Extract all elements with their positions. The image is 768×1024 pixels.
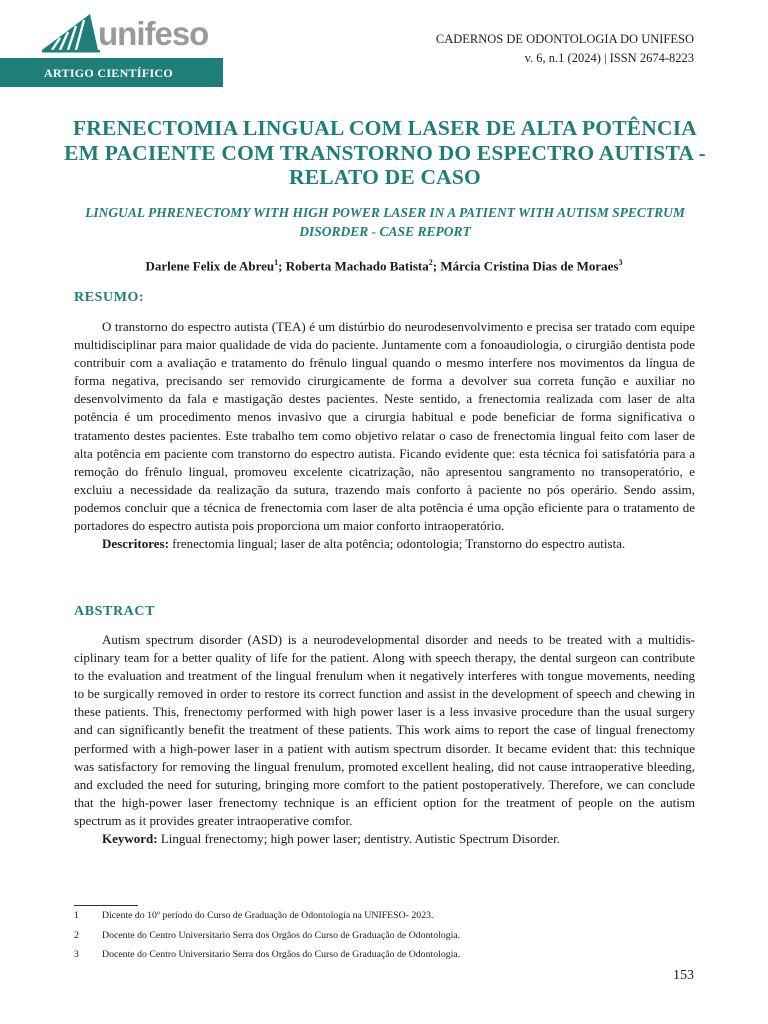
resumo-paragraph: O transtorno do espectro autista (TEA) é um distúrbio do neurodesenvolvimento e precisa ser tratado com equipe multidisciplinar para maior qualidade de vida do paciente. Juntamente com a fonoaudiologia, o cirurgião dentista pode contribuir com a avaliação e tratamento do frênulo lingual quando o mesmo interfere nos movimentos da língua de forma negativa, precisando ser removido cirurgicamente de forma a devolver sua correta função e auxiliar no desenvolvimento da fala e mastigação destes pacientes. Neste sentido, a frenectomia realizada com laser de alta potência é um procedimento menos invasivo que a cirurgia habitual e pode beneficiar de forma significativa o tratamento destes pacientes. Este trabalho tem como objetivo relatar o caso de frenectomia lingual feito com laser de alta potência em paciente com transtorno do espectro autista. Ficando evidente que: esta técnica foi satisfatória para a remoção do frênulo lingual, promoveu excelente cicatrização, não apresentou sangramento no transoperatório, e excluiu a necessidade da realização da sutura, trazendo mais conforto à paciente no pós operário. Sendo assim, podemos concluir que a técnica de frenectomia com laser de alta potência é uma opção eficiente para o tratamento de portadores do espectro autista pois proporciona um maior conforto intraoperatório. <box>74 319 695 534</box>
journal-issue: v. 6, n.1 (2024) | ISSN 2674-8223 <box>524 51 694 65</box>
author-name: Márcia Cristina Dias de Moraes <box>440 258 619 274</box>
author-name: Darlene Felix de Abreu <box>145 258 275 274</box>
section-banner <box>0 58 223 87</box>
abstract-heading: ABSTRACT <box>74 604 156 619</box>
author-separator: ; <box>278 258 286 274</box>
footnote-number: 2 <box>74 929 79 941</box>
page-number: 153 <box>673 968 694 983</box>
resumo-heading: RESUMO: <box>74 290 145 305</box>
footnote <box>74 926 695 946</box>
section-label: ARTIGO CIENTÍFICO <box>44 66 174 80</box>
abstract-keywords <box>74 830 695 848</box>
footnote <box>74 945 695 965</box>
footnote <box>74 906 695 926</box>
article-title: FRENECTOMIA LINGUAL COM LASER DE ALTA POTÊNCIA EM PACIENTE COM TRANSTORNO DO ESPECTRO AUTISTA - RELATO DE CASO <box>64 116 706 189</box>
author-list <box>40 258 728 274</box>
footnote-number: 1 <box>74 910 79 921</box>
footnote-text: Docente do Centro Universitario Serra dos Orgãos do Curso de Graduação de Odontologia. <box>102 949 461 960</box>
logo-wordmark: unifeso <box>98 15 209 52</box>
author-separator: ; <box>432 258 441 274</box>
abstract-paragraph: Autism spectrum disorder (ASD) is a neurodevelopmental disorder and needs to be treated with a multidisciplinary team for a better quality of life for the patient. Along with speech therapy, the dental surgeon can contribute to the evaluation and treatment of the lingual frenulum when it negatively interferes with tongue movements, needing to be surgically removed in order to restore its correct function and assist in the development of speech and chewing in these patients. This, frenectomy performed with high power laser is a less invasive procedure than the usual surgery and can significantly benefit the treatment of these patients. This work aims to report the case of lingual frenectomy performed with a high-power laser in a patient with autism spectrum disorder. It became evident that: this technique was satisfactory for removing the lingual frenulum, promoted excellent healing, did not cause intraoperative bleeding, and excluded the need for suturing, bringing more comfort to the patient postoperatively. Therefore, we can conclude that the high-power laser frenectomy technique is an efficient option for the treatment of people on the autism spectrum as it provides greater intraoperative comfor. <box>74 632 695 828</box>
footnote-number: 3 <box>74 949 79 960</box>
footnote-text: Docente do Centro Universitario Serra dos Orgãos do Curso de Graduação de Odontologia. <box>102 929 461 941</box>
author-affiliation-mark: 1 <box>274 258 279 267</box>
journal-info <box>436 30 694 68</box>
keywords-text: Lingual frenectomy; high power laser; dentistry. Autistic Spectrum Disorder. <box>157 831 561 847</box>
resumo-body <box>74 318 695 553</box>
abstract-body <box>74 631 695 848</box>
author-affiliation-mark: 2 <box>428 258 433 267</box>
author-affiliation-mark: 3 <box>618 258 623 267</box>
keyword-label: Keyword: <box>102 831 158 847</box>
footnotes <box>74 906 695 965</box>
resumo-descriptors <box>74 535 695 553</box>
footnote-text: Dicente do 10º período do Curso de Graduação de Odontologia na UNIFESO- 2023. <box>102 910 434 921</box>
article-subtitle: LINGUAL PHRENECTOMY WITH HIGH POWER LASER IN A PATIENT WITH AUTISM SPECTRUM DISORDER - CASE REPORT <box>85 205 685 239</box>
journal-name: CADERNOS DE ODONTOLOGIA DO UNIFESO <box>435 32 694 46</box>
author-name: Roberta Machado Batista <box>285 258 429 274</box>
descriptors-text: frenectomia lingual; laser de alta potência; odontologia; Transtorno do espectro autista. <box>168 536 626 552</box>
descriptors-label: Descritores: <box>102 536 169 552</box>
